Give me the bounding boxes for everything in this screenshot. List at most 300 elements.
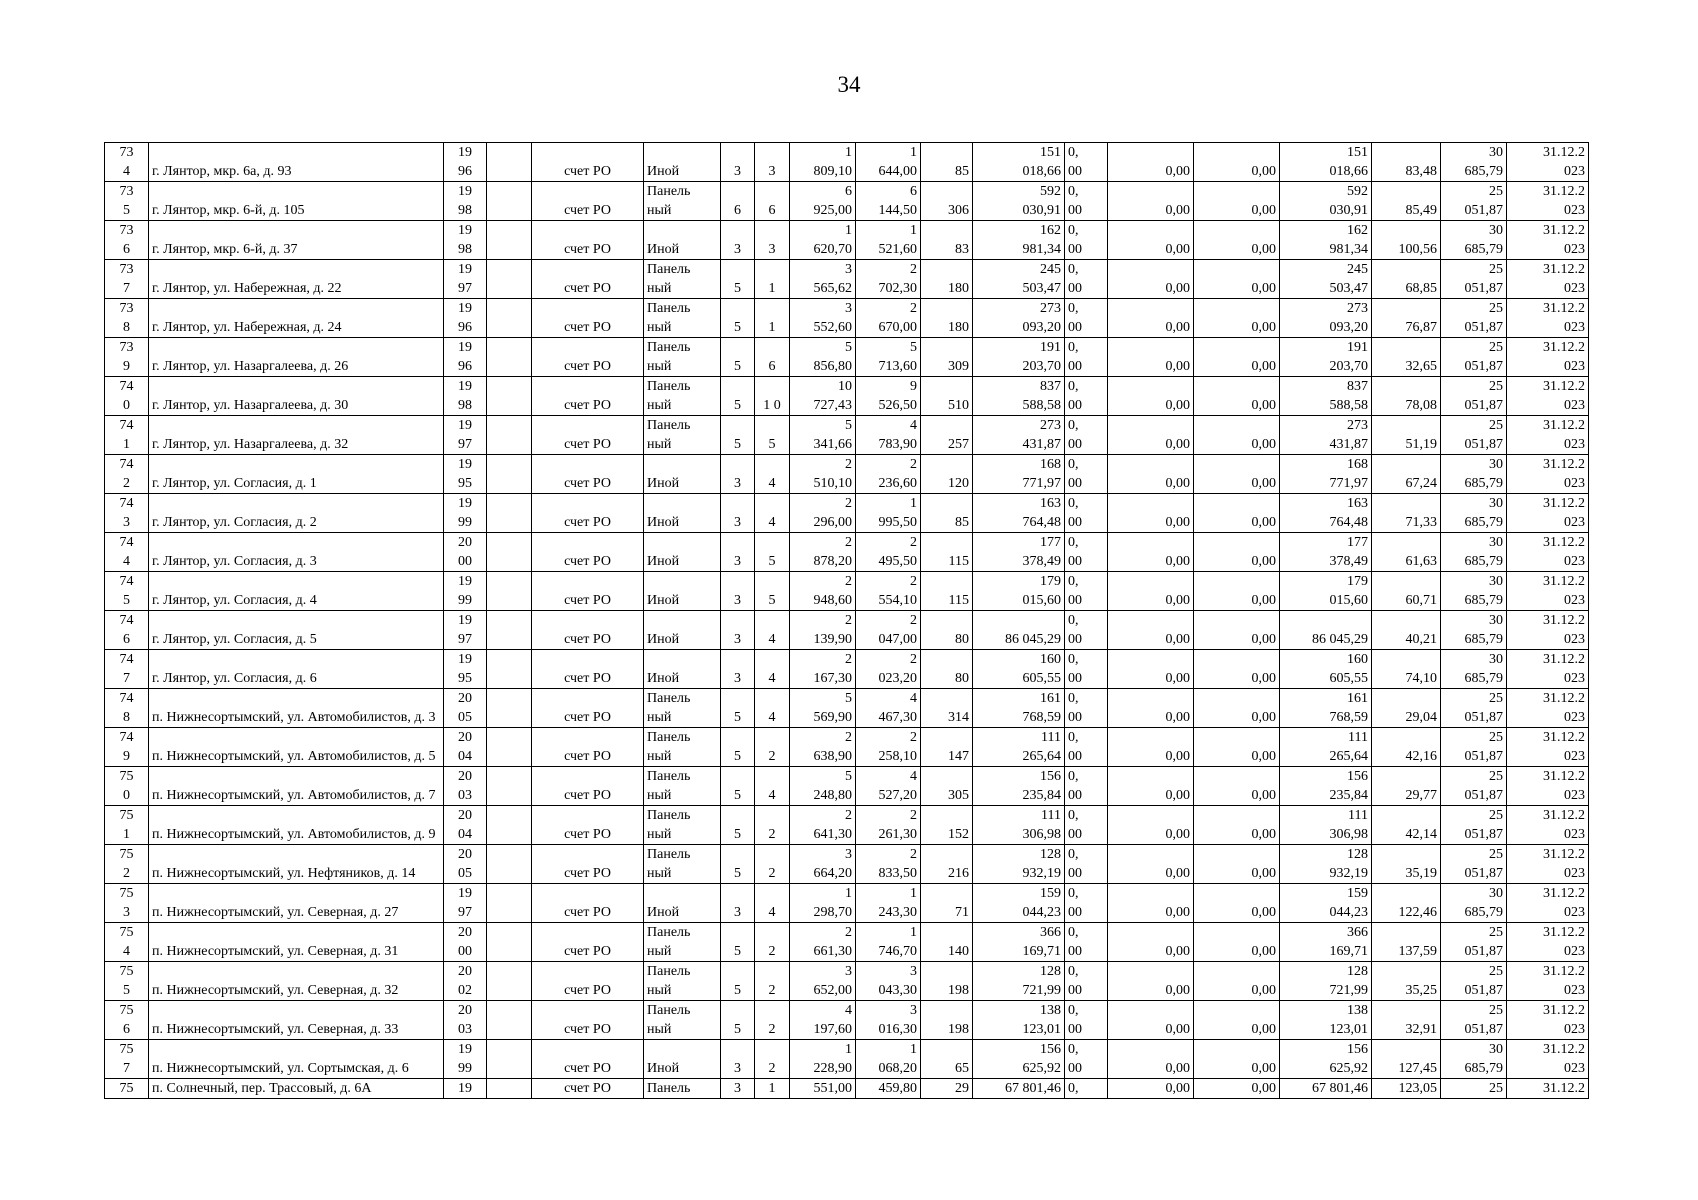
budget-share-line1: 0, [1068, 847, 1079, 862]
row-number-line1: 74 [119, 496, 134, 511]
owners-share-cell [1280, 182, 1372, 221]
budget-share-line1: 0, [1068, 223, 1079, 238]
owners-share-cell [1280, 1040, 1372, 1079]
owners-share-line1: 177 [1347, 535, 1368, 550]
unit-cost-cell: 42,16 [1372, 728, 1441, 767]
floors-cell: 3 [721, 611, 755, 650]
residents-cell: 85 [921, 143, 973, 182]
unit-cost-cell: 137,59 [1372, 923, 1441, 962]
total-area-line1: 2 [845, 925, 852, 940]
completion-date-cell [1507, 299, 1589, 338]
municipal-share-cell: 0,00 [1194, 260, 1280, 299]
max-unit-cost-line1: 25 [1489, 301, 1503, 316]
budget-share-line1: 0, [1068, 301, 1079, 316]
wall-material-line2: Иной [647, 515, 680, 530]
commission-year-cell [444, 377, 487, 416]
wall-material-line1: Панель [647, 730, 691, 745]
row-number-line2: 6 [123, 632, 130, 647]
blank-column-cell [487, 221, 532, 260]
municipal-share-cell: 0,00 [1194, 377, 1280, 416]
total-area-line1: 5 [845, 418, 852, 433]
owners-share-line2: 764,48 [1329, 515, 1368, 530]
completion-date-line1: 31.12.2 [1543, 418, 1585, 433]
max-unit-cost-cell: 25 [1441, 1079, 1507, 1099]
total-area-cell [790, 533, 856, 572]
total-area-cell [790, 806, 856, 845]
row-number-cell [105, 728, 149, 767]
living-area-line2: 554,10 [878, 593, 917, 608]
budget-share-line1: 0, [1068, 340, 1079, 355]
commission-year-line2: 98 [458, 203, 472, 218]
commission-year-line2: 99 [458, 515, 472, 530]
residents-cell: 305 [921, 767, 973, 806]
row-number-line1: 75 [119, 847, 134, 862]
commission-year-line1: 19 [458, 496, 472, 511]
max-unit-cost-line1: 25 [1489, 379, 1503, 394]
row-number-cell [105, 221, 149, 260]
floors-cell: 3 [721, 143, 755, 182]
row-number-line2: 8 [123, 320, 130, 335]
total-cost-cell [973, 728, 1065, 767]
total-area-cell [790, 221, 856, 260]
max-unit-cost-line2: 051,87 [1464, 749, 1503, 764]
municipal-share-cell: 0,00 [1194, 572, 1280, 611]
owners-share-line2: 015,60 [1329, 593, 1368, 608]
max-unit-cost-cell [1441, 416, 1507, 455]
total-cost-cell [973, 767, 1065, 806]
owners-share-line1: 156 [1347, 769, 1368, 784]
owners-share-line2: 771,97 [1329, 476, 1368, 491]
wall-material-cell [644, 1040, 721, 1079]
row-number-line2: 3 [123, 905, 130, 920]
wall-material-cell [644, 221, 721, 260]
unit-cost-cell: 100,56 [1372, 221, 1441, 260]
residents-cell: 80 [921, 611, 973, 650]
owners-share-line2: 203,70 [1329, 359, 1368, 374]
max-unit-cost-cell [1441, 767, 1507, 806]
owners-share-line2: 378,49 [1329, 554, 1368, 569]
living-area-cell [856, 650, 921, 689]
living-area-cell [856, 884, 921, 923]
budget-share-cell [1065, 260, 1108, 299]
total-cost-cell [973, 572, 1065, 611]
living-area-line2: 527,20 [878, 788, 917, 803]
budget-share-cell [1065, 806, 1108, 845]
table-row [105, 728, 1589, 767]
living-area-cell [856, 221, 921, 260]
floors-cell: 5 [721, 806, 755, 845]
total-cost-line1: 273 [1040, 301, 1061, 316]
total-cost-cell [973, 533, 1065, 572]
region-share-cell: 0,00 [1108, 806, 1194, 845]
owners-share-cell [1280, 338, 1372, 377]
row-number-line1: 75 [119, 1042, 134, 1057]
blank-column-cell [487, 650, 532, 689]
region-share-cell: 0,00 [1108, 650, 1194, 689]
wall-material-line1: Панель [647, 964, 691, 979]
commission-year-cell [444, 338, 487, 377]
commission-year-cell [444, 845, 487, 884]
unit-cost-cell: 83,48 [1372, 143, 1441, 182]
owners-share-line2: 625,92 [1329, 1061, 1368, 1076]
max-unit-cost-line2: 685,79 [1464, 554, 1503, 569]
residents-cell: 29 [921, 1079, 973, 1099]
living-area-line1: 1 [910, 496, 917, 511]
row-number-cell [105, 689, 149, 728]
municipal-share-cell: 0,00 [1194, 494, 1280, 533]
fund-method-cell: счет РО [532, 728, 644, 767]
living-area-line2: 258,10 [878, 749, 917, 764]
owners-share-line1: 179 [1347, 574, 1368, 589]
max-unit-cost-cell [1441, 650, 1507, 689]
budget-share-line2: 00 [1068, 320, 1082, 335]
completion-date-line2: 023 [1564, 671, 1585, 686]
budget-share-cell [1065, 1040, 1108, 1079]
unit-cost-cell: 61,63 [1372, 533, 1441, 572]
budget-share-cell [1065, 221, 1108, 260]
max-unit-cost-line1: 30 [1489, 574, 1503, 589]
budget-share-line2: 00 [1068, 281, 1082, 296]
total-area-line2: 298,70 [813, 905, 852, 920]
budget-share-cell [1065, 728, 1108, 767]
total-cost-cell [973, 962, 1065, 1001]
living-area-line2: 467,30 [878, 710, 917, 725]
total-cost-line1: 156 [1040, 769, 1061, 784]
total-cost-cell [973, 650, 1065, 689]
living-area-cell [856, 728, 921, 767]
total-cost-line2: 015,60 [1022, 593, 1061, 608]
living-area-cell [856, 143, 921, 182]
completion-date-line1: 31.12.2 [1543, 223, 1585, 238]
commission-year-line1: 19 [458, 1042, 472, 1057]
fund-method-cell: счет РО [532, 572, 644, 611]
residents-cell: 85 [921, 494, 973, 533]
max-unit-cost-line1: 25 [1489, 262, 1503, 277]
residents-cell: 152 [921, 806, 973, 845]
address-cell: г. Лянтор, ул. Согласия, д. 4 [149, 572, 444, 611]
commission-year-line1: 19 [458, 574, 472, 589]
max-unit-cost-line2: 051,87 [1464, 1022, 1503, 1037]
region-share-cell: 0,00 [1108, 962, 1194, 1001]
table-row [105, 1040, 1589, 1079]
row-number-line2: 0 [123, 398, 130, 413]
total-cost-cell [973, 923, 1065, 962]
wall-material-line1: Панель [647, 691, 691, 706]
max-unit-cost-line2: 051,87 [1464, 437, 1503, 452]
floors-cell: 5 [721, 728, 755, 767]
commission-year-cell [444, 650, 487, 689]
blank-column-cell [487, 611, 532, 650]
row-number-line2: 8 [123, 710, 130, 725]
budget-share-cell [1065, 845, 1108, 884]
total-cost-line2: 503,47 [1022, 281, 1061, 296]
table-row [105, 377, 1589, 416]
row-number-line1: 73 [119, 340, 134, 355]
owners-share-line1: 138 [1347, 1003, 1368, 1018]
region-share-cell: 0,00 [1108, 455, 1194, 494]
row-number-cell [105, 416, 149, 455]
budget-share-cell [1065, 884, 1108, 923]
total-area-line1: 1 [845, 1042, 852, 1057]
table-row [105, 299, 1589, 338]
owners-share-line2: 768,59 [1329, 710, 1368, 725]
row-number-line1: 74 [119, 652, 134, 667]
completion-date-cell [1507, 806, 1589, 845]
row-number-line1: 75 [119, 886, 134, 901]
completion-date-line1: 31.12.2 [1543, 886, 1585, 901]
completion-date-line1: 31.12.2 [1543, 652, 1585, 667]
budget-share-cell: 0, [1065, 1079, 1108, 1099]
fund-method-cell: счет РО [532, 611, 644, 650]
wall-material-line2: ный [647, 398, 672, 413]
total-cost-line2: 981,34 [1022, 242, 1061, 257]
table-row [105, 338, 1589, 377]
living-area-line1: 2 [910, 457, 917, 472]
max-unit-cost-cell [1441, 143, 1507, 182]
living-area-line1: 2 [910, 808, 917, 823]
max-unit-cost-cell [1441, 455, 1507, 494]
living-area-line1: 2 [910, 574, 917, 589]
max-unit-cost-line2: 051,87 [1464, 281, 1503, 296]
row-number-cell [105, 494, 149, 533]
row-number-cell [105, 455, 149, 494]
wall-material-cell [644, 611, 721, 650]
owners-share-line2: 431,87 [1329, 437, 1368, 452]
living-area-line1: 3 [910, 964, 917, 979]
living-area-line1: 4 [910, 418, 917, 433]
wall-material-line2: ный [647, 749, 672, 764]
address-cell: г. Лянтор, мкр. 6-й, д. 37 [149, 221, 444, 260]
row-number-line1: 74 [119, 613, 134, 628]
fund-method-cell: счет РО [532, 377, 644, 416]
total-area-cell [790, 1040, 856, 1079]
max-unit-cost-line2: 051,87 [1464, 710, 1503, 725]
fund-method-cell: счет РО [532, 962, 644, 1001]
wall-material-line1 [647, 884, 717, 903]
commission-year-line2: 00 [458, 554, 472, 569]
completion-date-line2: 023 [1564, 632, 1585, 647]
total-cost-line2: 605,55 [1022, 671, 1061, 686]
table-row [105, 845, 1589, 884]
wall-material-line1: Панель [647, 925, 691, 940]
living-area-line1: 2 [910, 262, 917, 277]
region-share-cell: 0,00 [1108, 494, 1194, 533]
blank-column-cell [487, 338, 532, 377]
budget-share-line1: 0, [1068, 613, 1079, 628]
address-cell: п. Солнечный, пер. Трассовый, д. 6А [149, 1079, 444, 1099]
living-area-cell [856, 1001, 921, 1040]
row-number-line1: 74 [119, 379, 134, 394]
commission-year-cell [444, 260, 487, 299]
entrances-cell: 4 [755, 494, 790, 533]
max-unit-cost-cell [1441, 845, 1507, 884]
owners-share-cell [1280, 689, 1372, 728]
row-number-line2: 7 [123, 281, 130, 296]
commission-year-line2: 02 [458, 983, 472, 998]
max-unit-cost-cell [1441, 221, 1507, 260]
entrances-cell: 1 [755, 1079, 790, 1099]
total-cost-line1: 128 [1040, 847, 1061, 862]
address-cell: п. Нижнесортымский, ул. Автомобилистов, д. 3 [149, 689, 444, 728]
total-area-line1: 6 [845, 184, 852, 199]
wall-material-line2: Иной [647, 593, 680, 608]
region-share-cell: 0,00 [1108, 377, 1194, 416]
blank-column-cell [487, 1001, 532, 1040]
total-area-line2: 727,43 [813, 398, 852, 413]
blank-column-cell [487, 1079, 532, 1099]
max-unit-cost-cell [1441, 689, 1507, 728]
completion-date-line1: 31.12.2 [1543, 184, 1585, 199]
fund-method-cell: счет РО [532, 1079, 644, 1099]
fund-method-cell: счет РО [532, 455, 644, 494]
owners-share-cell [1280, 299, 1372, 338]
completion-date-cell [1507, 923, 1589, 962]
budget-share-line2: 00 [1068, 359, 1082, 374]
entrances-cell: 2 [755, 845, 790, 884]
municipal-share-cell: 0,00 [1194, 182, 1280, 221]
wall-material-cell [644, 377, 721, 416]
blank-column-cell [487, 260, 532, 299]
completion-date-cell [1507, 338, 1589, 377]
table-row [105, 221, 1589, 260]
max-unit-cost-line1: 30 [1489, 652, 1503, 667]
budget-share-line1: 0, [1068, 262, 1079, 277]
budget-share-cell [1065, 377, 1108, 416]
budget-share-line1: 0, [1068, 457, 1079, 472]
total-cost-cell [973, 806, 1065, 845]
fund-method-cell: счет РО [532, 1001, 644, 1040]
commission-year-line2: 95 [458, 476, 472, 491]
owners-share-cell [1280, 767, 1372, 806]
completion-date-line1: 31.12.2 [1543, 379, 1585, 394]
residents-cell: 314 [921, 689, 973, 728]
wall-material-line2: Иной [647, 671, 680, 686]
unit-cost-cell: 32,91 [1372, 1001, 1441, 1040]
total-area-line2: 925,00 [813, 203, 852, 218]
commission-year-cell [444, 884, 487, 923]
wall-material-line1 [647, 143, 717, 162]
commission-year-line1: 19 [458, 886, 472, 901]
housing-register-table [104, 142, 1589, 1099]
wall-material-cell [644, 182, 721, 221]
row-number-cell [105, 884, 149, 923]
residents-cell: 80 [921, 650, 973, 689]
blank-column-cell [487, 923, 532, 962]
row-number-line2: 4 [123, 164, 130, 179]
budget-share-cell [1065, 923, 1108, 962]
living-area-line1: 1 [910, 925, 917, 940]
wall-material-cell [644, 962, 721, 1001]
municipal-share-cell: 0,00 [1194, 533, 1280, 572]
commission-year-line2: 00 [458, 944, 472, 959]
budget-share-line1: 0, [1068, 886, 1079, 901]
completion-date-cell [1507, 494, 1589, 533]
owners-share-line1: 245 [1347, 262, 1368, 277]
living-area-line1: 9 [910, 379, 917, 394]
entrances-cell: 5 [755, 572, 790, 611]
total-area-line2: 620,70 [813, 242, 852, 257]
total-area-cell [790, 962, 856, 1001]
total-cost-cell [973, 455, 1065, 494]
max-unit-cost-line1: 25 [1489, 769, 1503, 784]
living-area-cell [856, 260, 921, 299]
living-area-line1: 1 [910, 1042, 917, 1057]
budget-share-line2: 00 [1068, 398, 1082, 413]
completion-date-line2: 023 [1564, 281, 1585, 296]
max-unit-cost-line2: 685,79 [1464, 632, 1503, 647]
row-number-line1: 73 [119, 145, 134, 160]
owners-share-line1: 111 [1348, 730, 1368, 745]
commission-year-line1: 20 [458, 535, 472, 550]
completion-date-cell [1507, 143, 1589, 182]
owners-share-line1: 128 [1347, 847, 1368, 862]
total-area-cell [790, 260, 856, 299]
total-area-cell [790, 650, 856, 689]
living-area-line2: 526,50 [878, 398, 917, 413]
wall-material-line2: ный [647, 359, 672, 374]
max-unit-cost-cell [1441, 728, 1507, 767]
owners-share-line2: 503,47 [1329, 281, 1368, 296]
total-area-line2: 641,30 [813, 827, 852, 842]
wall-material-line2: Иной [647, 476, 680, 491]
budget-share-line1: 0, [1068, 769, 1079, 784]
total-area-line2: 664,20 [813, 866, 852, 881]
total-area-line2: 652,00 [813, 983, 852, 998]
max-unit-cost-cell [1441, 572, 1507, 611]
completion-date-cell [1507, 416, 1589, 455]
total-area-line1: 2 [845, 574, 852, 589]
municipal-share-cell: 0,00 [1194, 1079, 1280, 1099]
owners-share-line1: 159 [1347, 886, 1368, 901]
commission-year-cell [444, 689, 487, 728]
row-number-line2: 6 [123, 242, 130, 257]
total-cost-line1: 160 [1040, 652, 1061, 667]
wall-material-line1: Панель [647, 418, 691, 433]
living-area-line1: 5 [910, 340, 917, 355]
completion-date-cell [1507, 650, 1589, 689]
commission-year-cell [444, 572, 487, 611]
residents-cell: 180 [921, 299, 973, 338]
living-area-line2: 144,50 [878, 203, 917, 218]
total-cost-line2: 203,70 [1022, 359, 1061, 374]
total-area-line1: 5 [845, 769, 852, 784]
region-share-cell: 0,00 [1108, 1001, 1194, 1040]
table-row [105, 455, 1589, 494]
address-cell: г. Лянтор, ул. Согласия, д. 3 [149, 533, 444, 572]
blank-column-cell [487, 767, 532, 806]
max-unit-cost-line1: 30 [1489, 457, 1503, 472]
region-share-cell: 0,00 [1108, 533, 1194, 572]
wall-material-cell [644, 728, 721, 767]
commission-year-line1: 19 [458, 145, 472, 160]
commission-year-line1: 19 [458, 418, 472, 433]
total-cost-line1: 151 [1040, 145, 1061, 160]
wall-material-cell [644, 884, 721, 923]
wall-material-line1 [647, 533, 717, 552]
region-share-cell: 0,00 [1108, 689, 1194, 728]
address-cell: п. Нижнесортымский, ул. Северная, д. 33 [149, 1001, 444, 1040]
residents-cell: 306 [921, 182, 973, 221]
total-cost-line2: 018,66 [1022, 164, 1061, 179]
entrances-cell: 6 [755, 182, 790, 221]
commission-year-cell [444, 611, 487, 650]
total-cost-cell [973, 845, 1065, 884]
total-cost-line2: 771,97 [1022, 476, 1061, 491]
total-area-line2: 296,00 [813, 515, 852, 530]
max-unit-cost-cell [1441, 533, 1507, 572]
address-cell: г. Лянтор, мкр. 6а, д. 93 [149, 143, 444, 182]
commission-year-line2: 99 [458, 593, 472, 608]
